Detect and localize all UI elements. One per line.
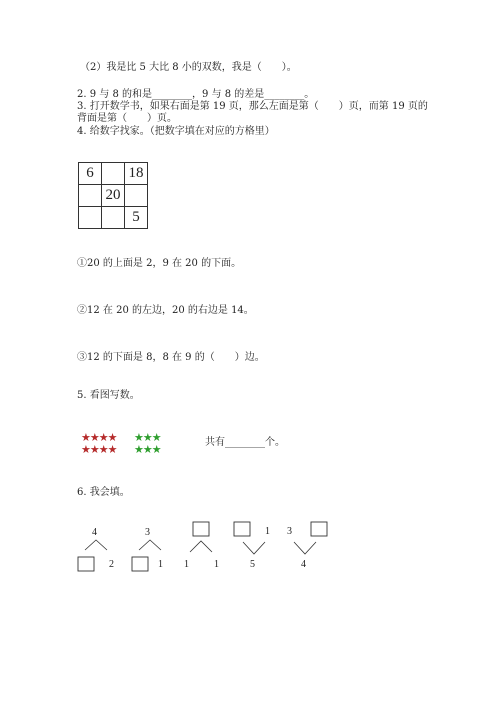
tree-1-answer-box[interactable]: [78, 557, 94, 571]
tree-1-branches: [85, 540, 107, 550]
tree-3-answer-box[interactable]: [193, 522, 209, 536]
tree-1-top-number: 4: [92, 527, 97, 538]
red-star-row: ★★★★: [81, 431, 117, 444]
question-2: 2. 9 与 8 的和是________，9 与 8 的差是________。: [77, 89, 315, 100]
tree-4-right-top-number: 1: [265, 526, 270, 537]
grid-cell[interactable]: 6: [79, 163, 102, 185]
question-6: 6. 我会填。: [77, 487, 130, 498]
green-star-row: ★★★: [134, 443, 161, 456]
tree-2-right-number: 1: [158, 559, 163, 570]
grid-cell[interactable]: 5: [125, 207, 148, 229]
green-star-row: ★★★: [134, 431, 161, 444]
clue-2: ②12 在 20 的左边，20 的右边是 14。: [77, 305, 254, 316]
red-star-row: ★★★★: [81, 443, 117, 456]
tree-5-bottom-number: 4: [301, 559, 306, 570]
clue-1: ①20 的上面是 2，9 在 20 的下面。: [77, 258, 242, 269]
tree-2-branches: [139, 540, 161, 550]
question-1-part-2: （2）我是比 5 大比 8 小的双数，我是（ ）。: [80, 62, 297, 73]
tree-3-right-number: 1: [214, 559, 219, 570]
tree-5-answer-box[interactable]: [311, 522, 327, 536]
tree-3-left-number: 1: [184, 559, 189, 570]
tree-5-branches: [294, 542, 316, 554]
tree-2-top-number: 3: [145, 527, 150, 538]
tree-2-answer-box[interactable]: [132, 557, 148, 571]
tree-4-answer-box[interactable]: [234, 522, 250, 536]
grid-cell[interactable]: 20: [102, 185, 125, 207]
tree-1-right-number: 2: [109, 559, 114, 570]
tree-5-left-top-number: 3: [287, 526, 292, 537]
question-3-line-1: 3. 打开数学书，如果右面是第 19 页，那么左面是第（ ）页，而第 19 页的: [77, 101, 428, 112]
grid-cell[interactable]: 18: [125, 163, 148, 185]
tree-3-branches: [190, 541, 212, 552]
tree-4-bottom-number: 5: [250, 559, 255, 570]
question-5: 5. 看图写数。: [77, 390, 140, 401]
question-4: 4. 给数字找家。（把数字填在对应的方格里）: [77, 126, 275, 137]
question-3-line-2: 背面是第（ ）页。: [77, 113, 177, 124]
tree-4-branches: [243, 542, 265, 554]
question-5-answer: 共有________个。: [205, 437, 285, 448]
clue-3: ③12 的下面是 8，8 在 9 的（ ）边。: [77, 352, 265, 363]
